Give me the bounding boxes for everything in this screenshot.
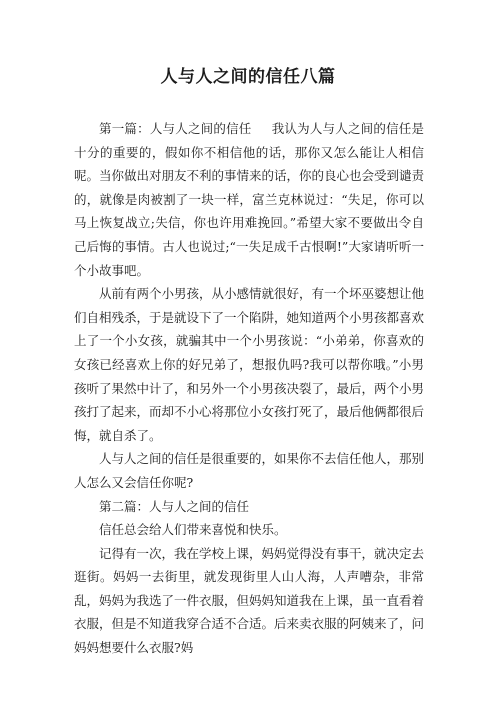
section2-story-paragraph: 记得有一次，我在学校上课，妈妈觉得没有事干，就决定去逛街。妈妈一去街里，就发现街里人山人海，人声嘈杂，非常乱，妈妈为我选了一件衣服，但妈妈知道我在上课，虽一直看着衣服，但是不知道我穿合适不合适。后来卖衣服的阿姨来了，问妈妈想要什么衣服?妈 (74, 545, 425, 656)
section1-paragraph (74, 117, 424, 282)
document-body (74, 117, 424, 660)
section2-intro-paragraph: 信任总会给人们带来喜悦和快乐。 (99, 522, 287, 538)
section1-heading: 第一篇：人与人之间的信任 (99, 121, 252, 136)
conclusion-paragraph: 人与人之间的信任是很重要的，如果你不去信任他人，那别人怎么又会信任你呢? (74, 451, 425, 490)
section2-heading: 第二篇：人与人之间的信任 (99, 498, 250, 514)
section1-intro: 我认为人与人之间的信任是十分的重要的，假如你不相信他的话，那你又怎么能让人相信呢。当你做出对朋友不利的事情来的话，你的良心也会受到谴责的，就像是肉被割了一块一样，富兰克林说过：“失足，你可以马上恢复战立;失信，你也许用难挽回。”希望大家不要做出令自己后悔的事情。古人也说过;“一失足成千古恨啊!”大家请听听一个小故事吧。 (74, 121, 425, 278)
story-paragraph: 从前有两个小男孩，从小感情就很好，有一个坏巫婆想让他们自相残杀，于是就设下了一个陷阱，她知道两个小男孩都喜欢上了一个小女孩，就骗其中一个小男孩说：“小弟弟，你喜欢的女孩已经喜欢上你的好兄弟了，想报仇吗?我可以帮你哦。”小男孩听了果然中计了，和另外一个小男孩决裂了，最后，两个小男孩打了起来，而却不小心将那位小女孩打死了，最后他俩都很后悔，就自杀了。 (74, 286, 425, 443)
document-title: 人与人之间的信任八篇 (160, 67, 336, 87)
